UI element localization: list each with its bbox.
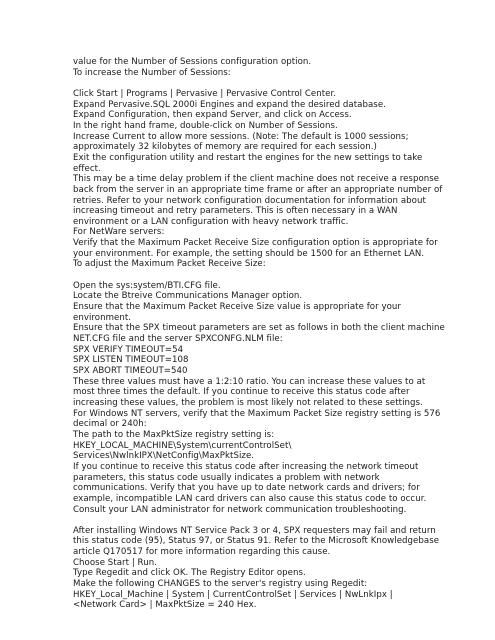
text-line: environment or a LAN configuration with heavy network traffic.: [73, 216, 349, 227]
text-line: For Windows NT servers, verify that the Maximum Packet Size registry setting is 576: [73, 408, 441, 419]
text-block: [73, 526, 483, 611]
text-line: this status code (95), Status 97, or Status 91. Refer to the Microsoft Knowledgebase: [73, 536, 440, 547]
text-block: [73, 57, 483, 78]
text-line: your environment. For example, the setting should be 1500 for an Ethernet LAN.: [73, 248, 425, 259]
text-line: To adjust the Maximum Packet Receive Size:: [73, 259, 266, 270]
text-line: These three values must have a 1:2:10 ratio. You can increase these values to at: [73, 376, 426, 387]
text-line: Increase Current to allow more sessions. (Note: The default is 1000 sessions;: [73, 131, 409, 142]
text-line: If you continue to receive this status code after increasing the network timeout: [73, 461, 419, 472]
text-line: Expand Configuration, then expand Server, and click on Access.: [73, 110, 352, 121]
text-line: SPX VERIFY TIMEOUT=54: [73, 344, 184, 355]
text-block: [73, 281, 483, 515]
text-line: <Network Card> | MaxPktSize = 240 Hex.: [73, 600, 257, 611]
text-line: parameters, this status code usually indicates a problem with network: [73, 472, 380, 483]
text-line: Ensure that the Maximum Packet Receive Size value is appropriate for your: [73, 302, 401, 313]
text-line: Locate the Btreive Communications Manager option.: [73, 291, 303, 302]
text-line: decimal or 240h:: [73, 419, 147, 430]
text-line: The path to the MaxPktSize registry setting is:: [73, 429, 275, 440]
text-block: [73, 89, 483, 270]
text-line: retries. Refer to your network configuration documentation for information about: [73, 195, 426, 206]
text-line: HKEY_LOCAL_MACHINE\System\currentControlSet\: [73, 440, 292, 451]
text-line: HKEY_Local_Machine | System | CurrentControlSet | Services | NwLnkIpx |: [73, 589, 393, 600]
text-line: Type Regedit and click OK. The Registry Editor opens.: [73, 568, 306, 579]
text-line: example, incompatible LAN card drivers can also cause this status code to occur.: [73, 493, 427, 504]
text-line: SPX ABORT TIMEOUT=540: [73, 366, 188, 376]
text-line: back from the server in an appropriate time frame or after an appropriate number of: [73, 184, 443, 195]
text-line: Click Start | Programs | Pervasive | Pervasive Control Center.: [73, 88, 337, 99]
text-line: Services\NwlnkIPX\NetConfig\MaxPktSize.: [73, 451, 255, 462]
text-line: Ensure that the SPX timeout parameters are set as follows in both the client machine: [73, 323, 445, 334]
text-line: increasing timeout and retry parameters. This is often necessary in a WAN: [73, 206, 398, 217]
document-body: [73, 57, 483, 611]
text-line: After installing Windows NT Service Pack 3 or 4, SPX requesters may fail and return: [73, 525, 436, 536]
text-line: Choose Start | Run.: [73, 557, 157, 568]
text-line: Expand Pervasive.SQL 2000i Engines and expand the desired database.: [73, 99, 386, 110]
text-line: In the right hand frame, double-click on Number of Sessions.: [73, 120, 338, 131]
text-line: For NetWare servers:: [73, 227, 165, 238]
text-line: value for the Number of Sessions configuration option.: [73, 57, 312, 67]
paragraph-gap: [73, 515, 483, 526]
text-line: approximately 32 kilobytes of memory are required for each session.): [73, 142, 377, 153]
text-line: Verify that the Maximum Packet Receive Size configuration option is appropriate for: [73, 238, 438, 249]
paragraph-gap: [73, 78, 483, 89]
paragraph-gap: [73, 270, 483, 281]
text-line: NET.CFG file and the server SPXCONFG.NLM file:: [73, 334, 283, 345]
text-line: communications. Verify that you have up to date network cards and drivers; for: [73, 483, 420, 494]
text-line: increasing these values, the problem is most likely not related to these settings.: [73, 397, 423, 408]
text-line: Make the following CHANGES to the server's registry using Regedit:: [73, 579, 368, 590]
text-line: article Q170517 for more information regarding this cause.: [73, 547, 331, 558]
text-line: Consult your LAN administrator for network communication troubleshooting.: [73, 504, 407, 515]
text-line: To increase the Number of Sessions:: [73, 67, 231, 78]
text-line: most three times the default. If you continue to receive this status code after: [73, 387, 410, 398]
text-line: effect.: [73, 163, 101, 174]
text-line: Exit the configuration utility and restart the engines for the new settings to take: [73, 152, 423, 163]
text-line: SPX LISTEN TIMEOUT=108: [73, 355, 189, 366]
text-line: This may be a time delay problem if the client machine does not receive a response: [73, 174, 440, 185]
text-line: environment.: [73, 312, 132, 323]
text-line: Open the sys:system/BTI.CFG file.: [73, 280, 221, 291]
